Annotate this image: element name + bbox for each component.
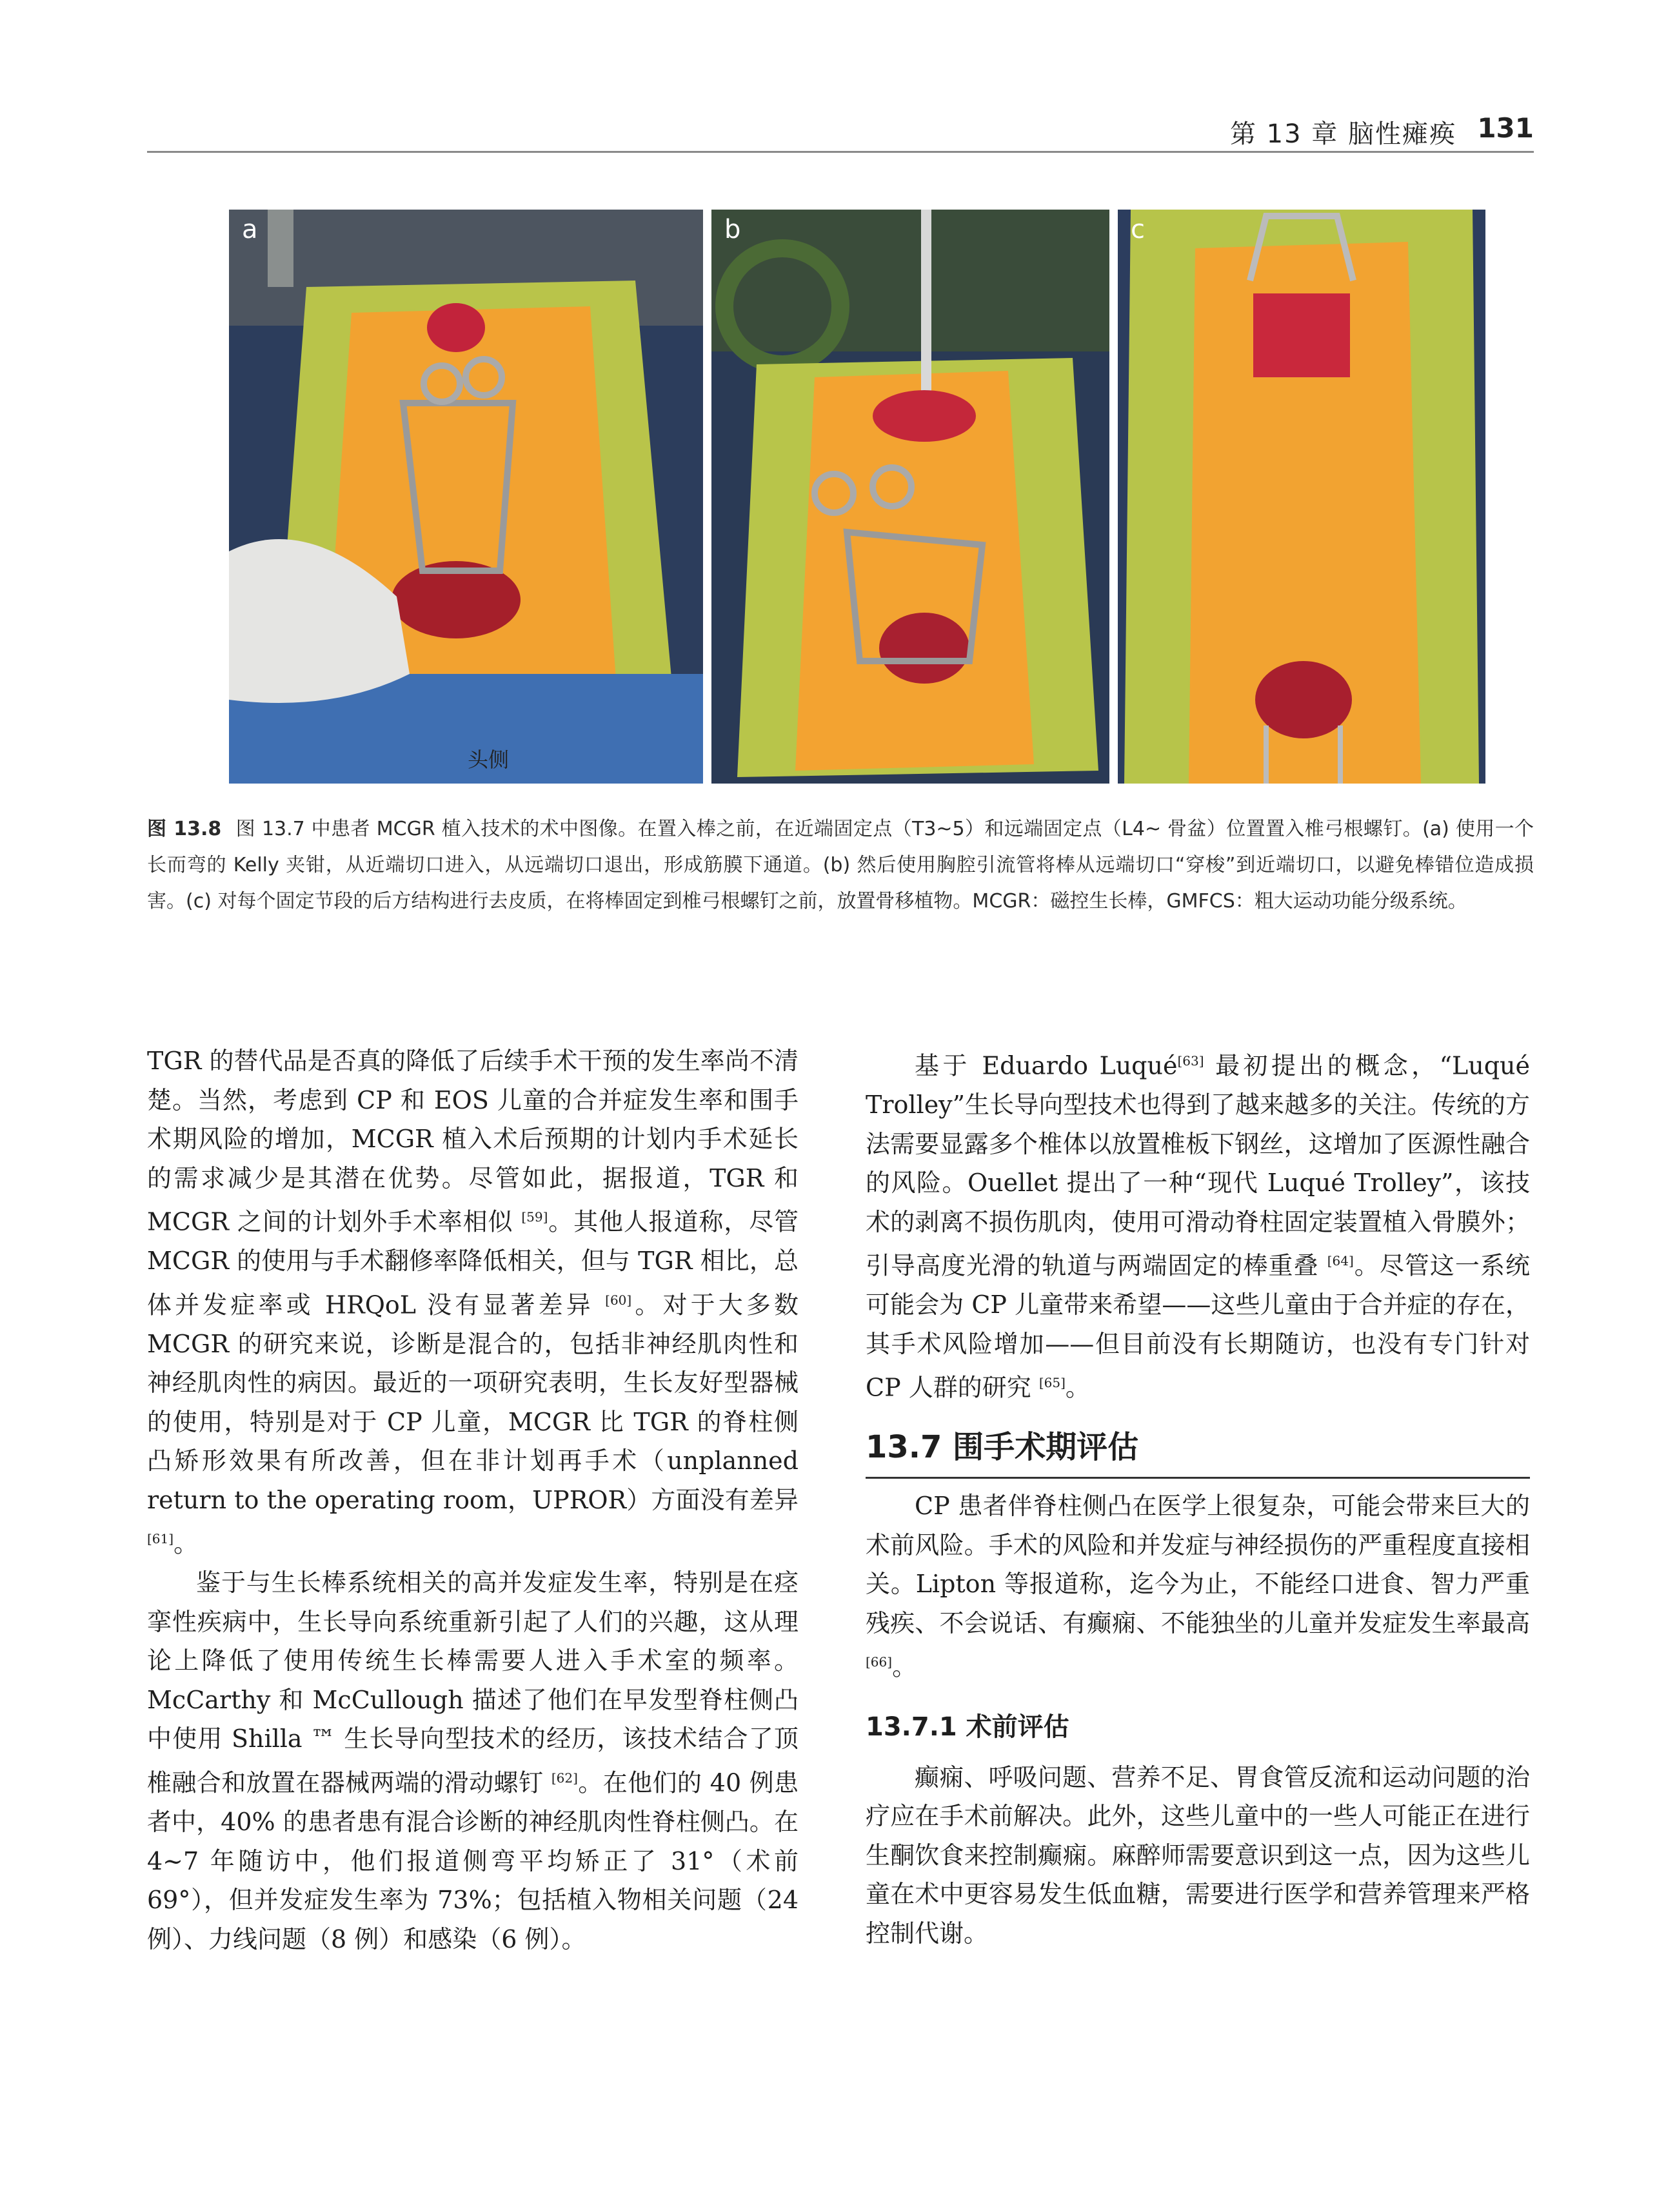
figure-panel-c — [1118, 210, 1485, 784]
paragraph-right-2 — [866, 1486, 1530, 1686]
citation-ref: [65] — [1038, 1375, 1066, 1391]
paragraph-text: 最初提出的概念，“Luqué Trolley”生长导向型技术也得到了越来越多的关注。传统的方法需要显露多个椎体以放置椎板下钢丝，这增加了医源性融合的风险。Ouellet 提出了一种“现代 Luqué Trolley”，该技术的剥离不损伤肌肉，使用可滑动脊柱固定装置植入骨膜外；引导高度光滑的轨道与两端固定的棒重叠 — [866, 1051, 1530, 1280]
paragraph-text: 。其他人报道称，尽管 MCGR 的使用与手术翻修率降低相关，但与 TGR 相比，总体并发症率或 HRQoL 没有显著差异 — [147, 1207, 799, 1319]
panel-letter-c: c — [1131, 215, 1145, 244]
surgical-photo-b — [711, 210, 1109, 784]
figure-caption — [147, 811, 1534, 920]
citation-ref: [63] — [1177, 1053, 1204, 1069]
figure-panel-b — [711, 210, 1109, 784]
citation-ref: [61] — [147, 1531, 174, 1547]
paragraph-text: 。在他们的 40 例患者中，40% 的患者患有混合诊断的神经肌肉性脊柱侧凸。在 4~7 年随访中，他们报道侧弯平均矫正了 31°（术前 69°），但并发症发生率为 73%；包括植入物相关问题（24 例）、力线问题（8 例）和感染（6 例）。 — [147, 1768, 799, 1953]
paragraph-text: CP 患者伴脊柱侧凸在医学上很复杂，可能会带来巨大的术前风险。手术的风险和并发症与神经损伤的严重程度直接相关。Lipton 等报道称，迄今为止，不能经口进食、智力严重残疾、不会说话、有癫痫、不能独坐的儿童并发症发生率最高 — [866, 1492, 1530, 1637]
paragraph-left-1 — [147, 1042, 799, 1563]
surgical-photo-a — [229, 210, 703, 784]
paragraph-text: 基于 Eduardo Luqué — [915, 1051, 1178, 1080]
running-header — [147, 108, 1534, 153]
figure-panel-a — [229, 210, 703, 784]
section-heading: 13.7 围手术期评估 — [866, 1421, 1530, 1479]
citation-ref: [64] — [1327, 1253, 1354, 1269]
citation-ref: [59] — [521, 1209, 548, 1225]
citation-ref: [66] — [866, 1654, 893, 1670]
surgical-photo-c — [1118, 210, 1485, 784]
left-column — [147, 1042, 799, 1959]
paragraph-right-3 — [866, 1758, 1530, 1953]
paragraph-left-2 — [147, 1563, 799, 1959]
paragraph-text: TGR 的替代品是否真的降低了后续手术干预的发生率尚不清楚。当然，考虑到 CP 和 EOS 儿童的合并症发生率和围手术期风险的增加，MCGR 植入术后预期的计划内手术延长的需求减少是其潜在优势。尽管如此，据报道，TGR 和 MCGR 之间的计划外手术率相似 — [147, 1047, 799, 1236]
paragraph-text: 。 — [1065, 1373, 1090, 1402]
figure-label: 图 13.8 — [147, 818, 222, 840]
paragraph-right-1 — [866, 1042, 1530, 1407]
paragraph-text: 鉴于与生长棒系统相关的高并发症发生率，特别是在痉挛性疾病中，生长导向系统重新引起了人们的兴趣，这从理论上降低了使用传统生长棒需要人进入手术室的频率。McCarthy 和 McCullough 描述了他们在早发型脊柱侧凸中使用 Shilla ™ 生长导向型技术的经历，该技术结合了顶椎融合和放置在器械两端的滑动螺钉 — [147, 1568, 799, 1797]
panel-letter-b: b — [724, 215, 741, 244]
paragraph-text: 癫痫、呼吸问题、营养不足、胃食管反流和运动问题的治疗应在手术前解决。此外，这些儿童中的一些人可能正在进行生酮饮食来控制癫痫。麻醉师需要意识到这一点，因为这些儿童在术中更容易发生低血糖，需要进行医学和营养管理来严格控制代谢。 — [866, 1763, 1530, 1948]
figure-caption-text: 图 13.7 中患者 MCGR 植入技术的术中图像。在置入棒之前，在近端固定点（T3~5）和远端固定点（L4~ 骨盆）位置置入椎弓根螺钉。(a) 使用一个长而弯的 Kelly 夹钳，从近端切口进入，从远端切口退出，形成筋膜下通道。(b) 然后使用胸腔引流管将棒从远端切口“穿梭”到近端切口，以避免棒错位造成损害。(c) 对每个固定节段的后方结构进行去皮质，在将棒固定到椎弓根螺钉之前，放置骨移植物。MCGR：磁控生长棒，GMFCS：粗大运动功能分级系统。 — [147, 818, 1534, 913]
paragraph-text: 。 — [892, 1653, 917, 1682]
citation-ref: [60] — [605, 1292, 632, 1308]
panel-letter-a: a — [242, 215, 258, 244]
head-side-label: 头侧 — [468, 747, 510, 772]
page-number: 131 — [1477, 112, 1534, 144]
chapter-title: 第 13 章 脑性瘫痪 — [1229, 119, 1456, 149]
paragraph-text: 。尽管这一系统可能会为 CP 儿童带来希望——这些儿童由于合并症的存在，其手术风险增加——但目前没有长期随访，也没有专门针对 CP 人群的研究 — [866, 1251, 1530, 1402]
paragraph-text: 。 — [174, 1529, 199, 1558]
citation-ref: [62] — [551, 1770, 578, 1786]
paragraph-text: 。对于大多数 MCGR 的研究来说，诊断是混合的，包括非神经肌肉性和神经肌肉性的病因。最近的一项研究表明，生长友好型器械的使用，特别是对于 CP 儿童，MCGR 比 TGR 的脊柱侧凸矫形效果有所改善，但在非计划再手术（unplanned return to the operating room，UPROR）方面没有差异 — [147, 1290, 799, 1514]
right-column — [866, 1042, 1530, 1953]
subsection-heading: 13.7.1 术前评估 — [866, 1712, 1069, 1742]
